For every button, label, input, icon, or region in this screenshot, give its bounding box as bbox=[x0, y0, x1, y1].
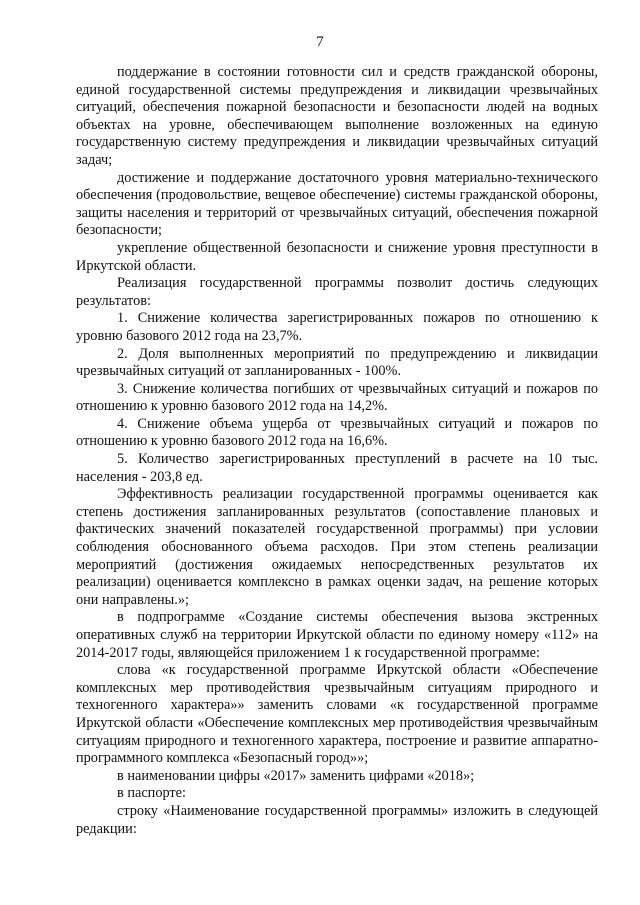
document-body bbox=[76, 64, 598, 838]
paragraph-subprogram: в подпрограмме «Создание системы обеспечения вызова экстренных оперативных служб на территории Иркутской области по единому номеру «112» на 2014-2017 годы, являющейся приложением 1 к государственной программе: bbox=[76, 609, 598, 661]
paragraph-results-intro: Реализация государственной программы позволит достичь следующих результатов: bbox=[76, 275, 598, 309]
result-item-4: 4. Снижение объема ущерба от чрезвычайных ситуаций и пожаров по отношению к уровню базового 2012 года на 16,6%. bbox=[76, 415, 598, 450]
paragraph-words-replace: слова «к государственной программе Иркутской области «Обеспечение комплексных мер противодействия чрезвычайным ситуациям природного и техногенного характера»» заменить словами «к государственной программе Иркутской области «Обеспечение комплексных мер противодействия чрезвычайным ситуациям природного и техногенного характера, построение и развитие аппаратно-программного комплекса «Безопасный город»»; bbox=[76, 662, 598, 767]
paragraph-row-edit: строку «Наименование государственной программы» изложить в следующей редакции: bbox=[76, 802, 598, 837]
result-item-2: 2. Доля выполненных мероприятий по предупреждению и ликвидации чрезвычайных ситуаций от запланированных - 100%. bbox=[76, 345, 598, 380]
paragraph-passport: в паспорте: bbox=[117, 785, 186, 802]
result-item-3: 3. Снижение количества погибших от чрезвычайных ситуаций и пожаров по отношению к уровню базового 2012 года на 14,2%. bbox=[76, 380, 598, 415]
result-item-1: 1. Снижение количества зарегистрированных пожаров по отношению к уровню базового 2012 года на 23,7%. bbox=[76, 310, 598, 344]
page-number: 7 bbox=[316, 34, 324, 50]
paragraph-efficiency: Эффективность реализации государственной программы оценивается как степень достижения запланированных результатов (сопоставление плановых и фактических значений показателей государственной программы) при условии соблюдения обоснованного объема расходов. При этом степень реализации мероприятий (достижения ожидаемых непосредственных результатов их реализации) оценивается комплексно в рамках оценки задач, на решение которых они направлены.»; bbox=[76, 486, 598, 608]
paragraph-logistics: достижение и поддержание достаточного уровня материально-технического обеспечения (продовольствие, вещевое обеспечение) системы гражданской обороны, защиты населения и территорий от чрезвычайных ситуаций, обеспечения пожарной безопасности; bbox=[76, 169, 598, 239]
paragraph-readiness: поддержание в состоянии готовности сил и средств гражданской обороны, единой государственной системы предупреждения и ликвидации чрезвычайных ситуаций, обеспечения пожарной безопасности и безопасности людей на водных объектах на уровне, обеспечивающем выполнение возложенных на единую государственную систему предупреждения и ликвидации чрезвычайных ситуаций задач; bbox=[76, 64, 598, 168]
paragraph-title-replace: в наименовании цифры «2017» заменить цифрами «2018»; bbox=[117, 767, 475, 784]
paragraph-public-safety: укрепление общественной безопасности и снижение уровня преступности в Иркутской области. bbox=[76, 239, 598, 274]
result-item-5: 5. Количество зарегистрированных преступлений в расчете на 10 тыс. населения - 203,8 ед. bbox=[76, 451, 598, 485]
